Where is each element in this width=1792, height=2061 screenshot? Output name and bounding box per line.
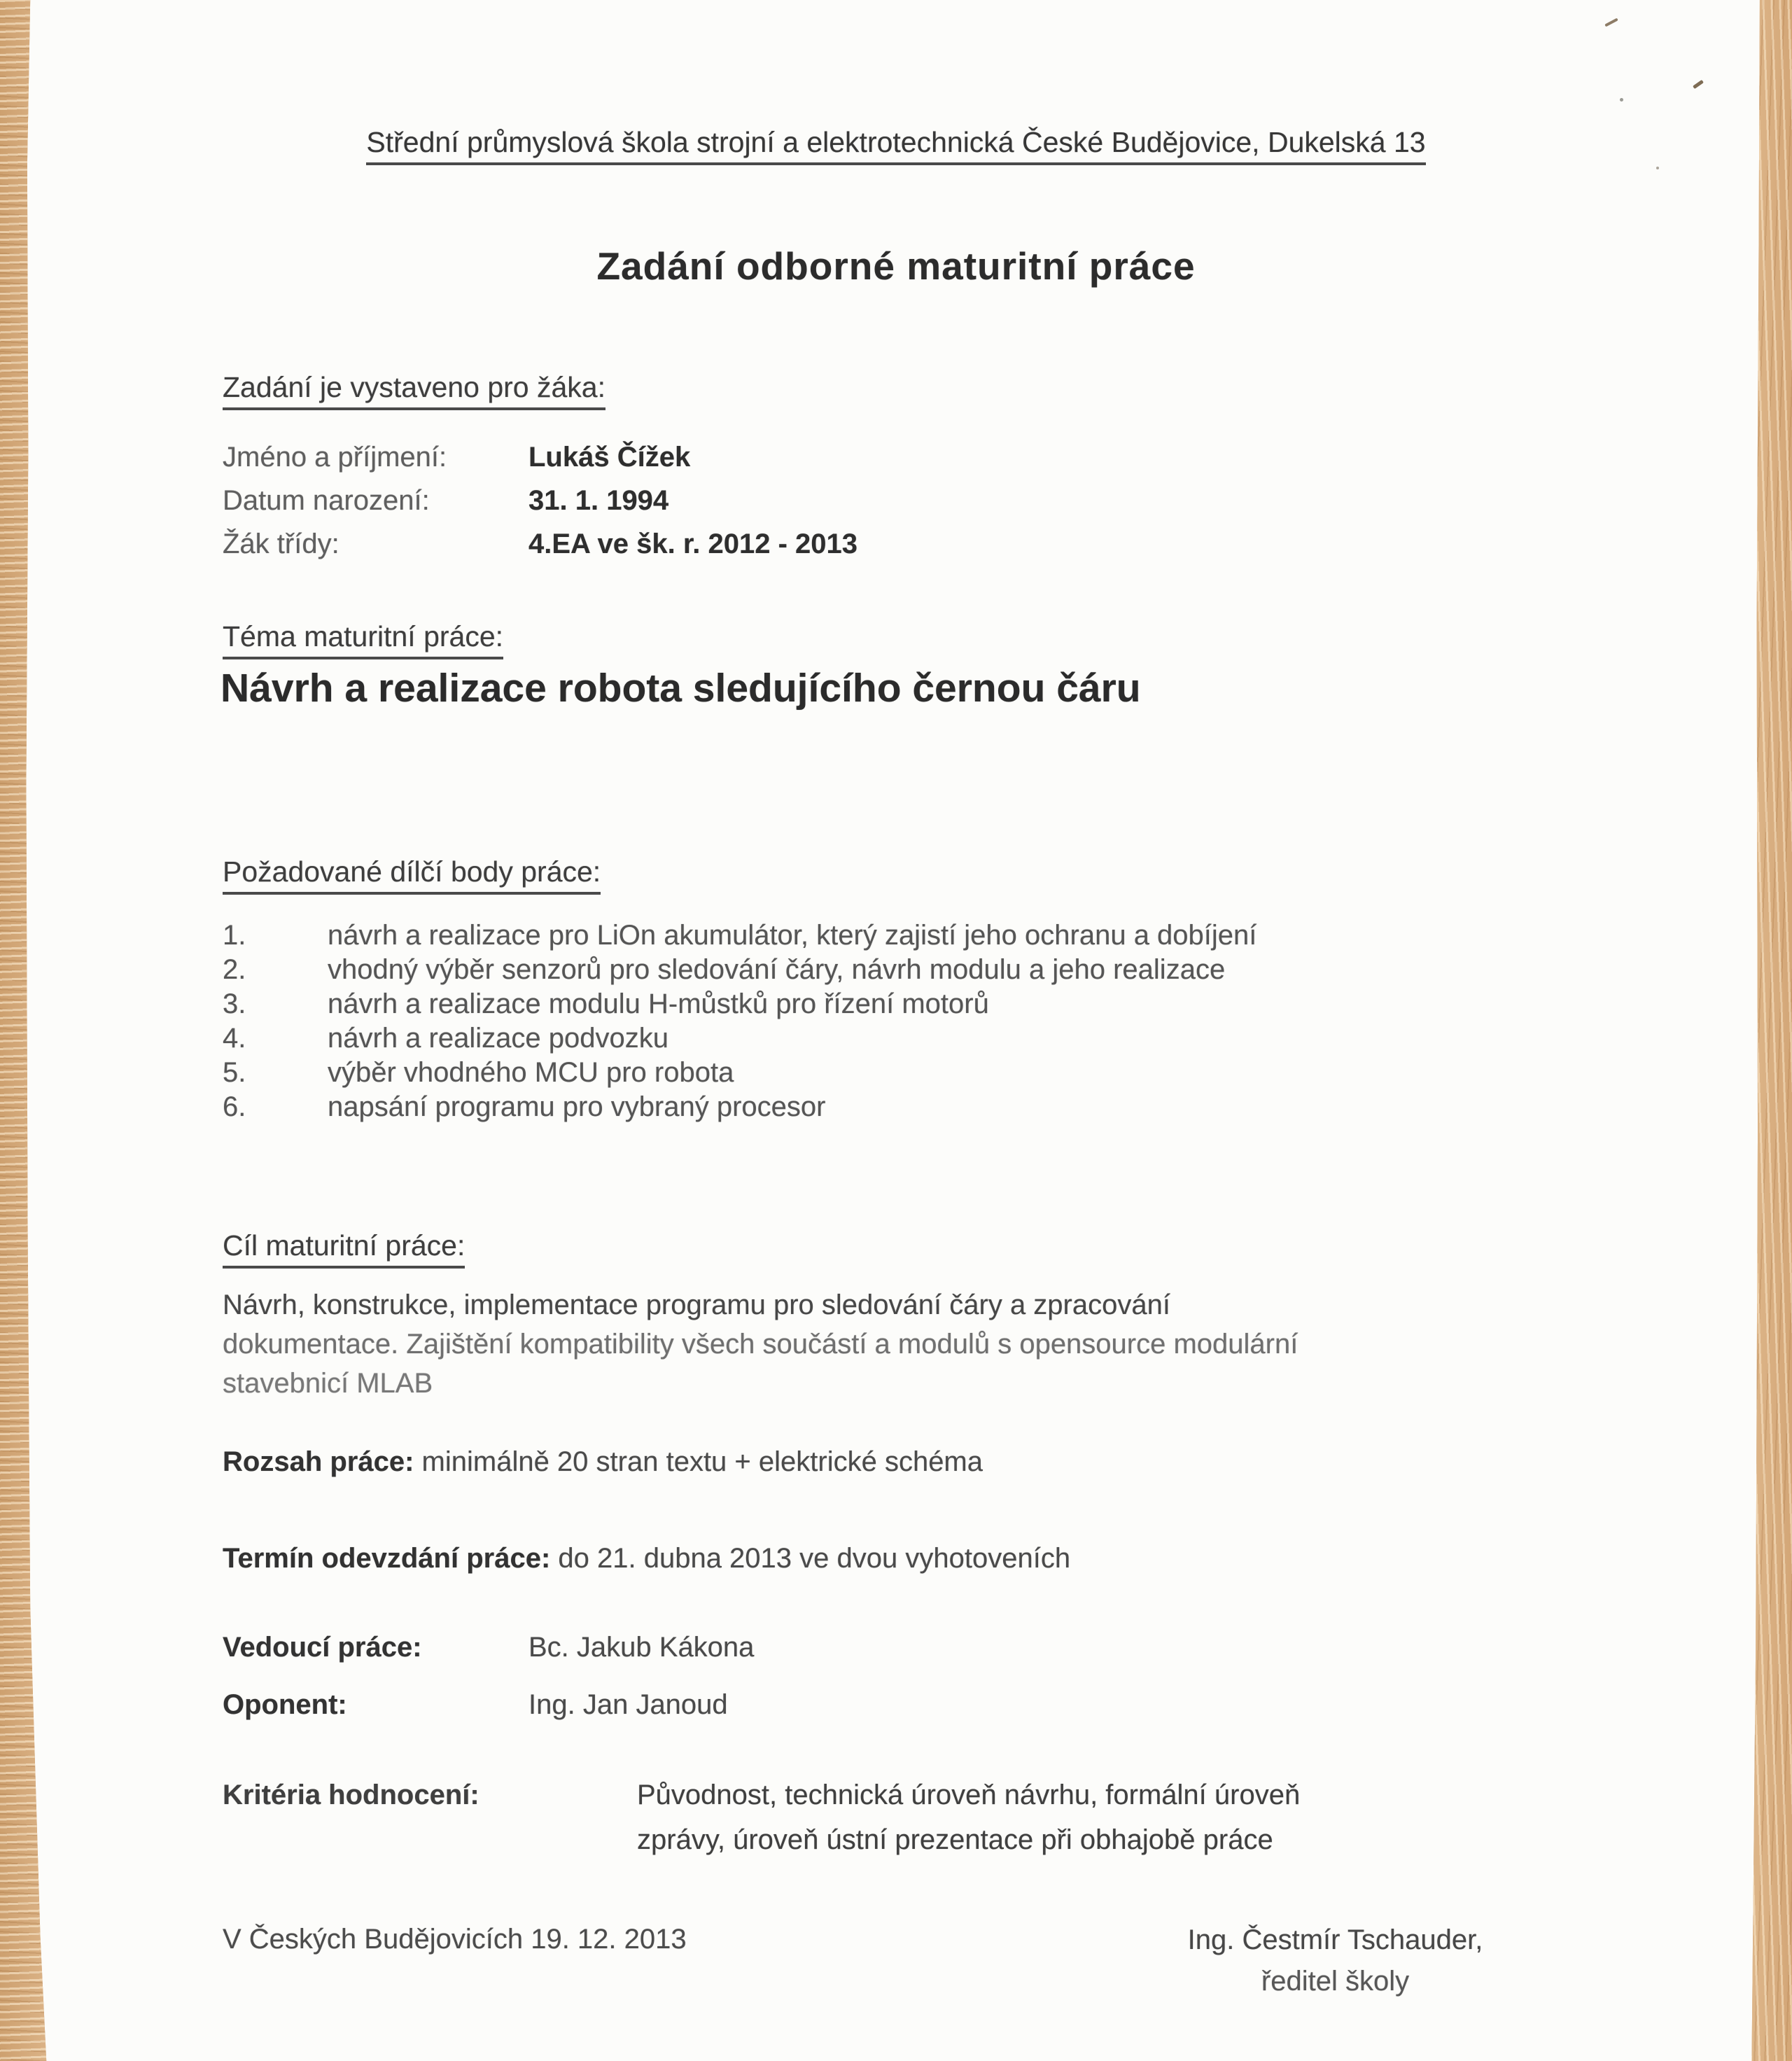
requirement-number: 1. xyxy=(223,920,246,951)
goal-section-heading xyxy=(223,1229,465,1269)
goal-section-heading-text: Cíl maturitní práce: xyxy=(223,1229,465,1269)
student-birthdate-row xyxy=(223,479,668,522)
deadline-label: Termín odevzdání práce: xyxy=(223,1543,551,1574)
goal-paragraph-line: dokumentace. Zajištění kompatibility všech součástí a modulů s opensource modulární xyxy=(223,1329,1298,1360)
deadline-line xyxy=(223,1543,1070,1574)
requirement-text: výběr vhodného MCU pro robota xyxy=(328,1057,734,1088)
requirement-number: 3. xyxy=(223,988,246,1019)
supervisor-row xyxy=(223,1626,754,1669)
scope-value: minimálně 20 stran textu + elektrické schéma xyxy=(414,1446,983,1477)
theme-section-heading xyxy=(223,620,503,659)
opponent-label: Oponent: xyxy=(223,1689,347,1720)
goal-paragraph-line: stavebnicí MLAB xyxy=(223,1368,433,1399)
school-header-text: Střední průmyslová škola strojní a elektrotechnická České Budějovice, Dukelská 13 xyxy=(366,126,1425,165)
student-section-heading-text: Zadání je vystaveno pro žáka: xyxy=(223,371,606,410)
criteria-row xyxy=(223,1773,1300,1862)
requirement-item xyxy=(223,953,1225,987)
document-title: Zadání odborné maturitní práce xyxy=(596,244,1196,288)
requirements-section-heading-text: Požadované dílčí body práce: xyxy=(223,855,601,895)
requirement-text: návrh a realizace pro LiOn akumulátor, který zajistí jeho ochranu a dobíjení xyxy=(328,920,1257,951)
requirement-item xyxy=(223,1056,734,1090)
scope-line xyxy=(223,1446,983,1478)
requirement-text: napsání programu pro vybraný procesor xyxy=(328,1091,826,1122)
student-name-value: Lukáš Čížek xyxy=(528,442,691,473)
goal-paragraph-line: Návrh, konstrukce, implementace programu pro sledování čáry a zpracování xyxy=(223,1290,1170,1320)
requirement-number: 4. xyxy=(223,1023,246,1054)
requirement-item xyxy=(223,987,989,1021)
signatory-name: Ing. Čestmír Tschauder, xyxy=(1187,1924,1483,1955)
criteria-label: Kritéria hodnocení: xyxy=(223,1780,479,1810)
requirement-number: 6. xyxy=(223,1091,246,1122)
requirement-number: 2. xyxy=(223,954,246,985)
student-class-value: 4.EA ve šk. r. 2012 - 2013 xyxy=(528,529,858,559)
signature-block xyxy=(1144,1918,1526,2001)
requirement-number: 5. xyxy=(223,1057,246,1088)
requirements-section-heading xyxy=(223,855,601,895)
supervisor-label: Vedoucí práce: xyxy=(223,1632,422,1663)
criteria-value xyxy=(637,1773,1300,1862)
thesis-title: Návrh a realizace robota sledujícího černou čáru xyxy=(220,666,1141,711)
requirement-text: návrh a realizace podvozku xyxy=(328,1023,668,1054)
opponent-row xyxy=(223,1683,728,1726)
student-birthdate-label: Datum narození: xyxy=(223,485,430,516)
requirement-item xyxy=(223,1021,668,1056)
requirement-item xyxy=(223,1090,825,1124)
student-name-row xyxy=(223,435,690,479)
school-header xyxy=(0,126,1792,165)
student-class-row xyxy=(223,522,858,566)
requirement-text: vhodný výběr senzorů pro sledování čáry, návrh modulu a jeho realizace xyxy=(328,954,1226,985)
requirement-text: návrh a realizace modulu H-můstků pro řízení motorů xyxy=(328,988,989,1019)
supervisor-value: Bc. Jakub Kákona xyxy=(528,1632,755,1663)
scope-label: Rozsah práce: xyxy=(223,1446,414,1477)
place-and-date: V Českých Budějovicích 19. 12. 2013 xyxy=(223,1924,687,1955)
student-class-label: Žák třídy: xyxy=(223,529,340,559)
opponent-value: Ing. Jan Janoud xyxy=(528,1689,728,1720)
student-section-heading xyxy=(223,371,606,410)
student-birthdate-value: 31. 1. 1994 xyxy=(528,485,669,516)
requirement-item xyxy=(223,918,1256,953)
student-name-label: Jméno a příjmení: xyxy=(223,442,447,473)
criteria-line: zprávy, úroveň ústní prezentace při obhajobě práce xyxy=(637,1824,1273,1855)
signatory-title: ředitel školy xyxy=(1261,1966,1410,1997)
deadline-value: do 21. dubna 2013 ve dvou vyhotoveních xyxy=(550,1543,1071,1574)
criteria-line: Původnost, technická úroveň návrhu, formální úroveň xyxy=(637,1780,1301,1810)
theme-section-heading-text: Téma maturitní práce: xyxy=(223,620,503,659)
